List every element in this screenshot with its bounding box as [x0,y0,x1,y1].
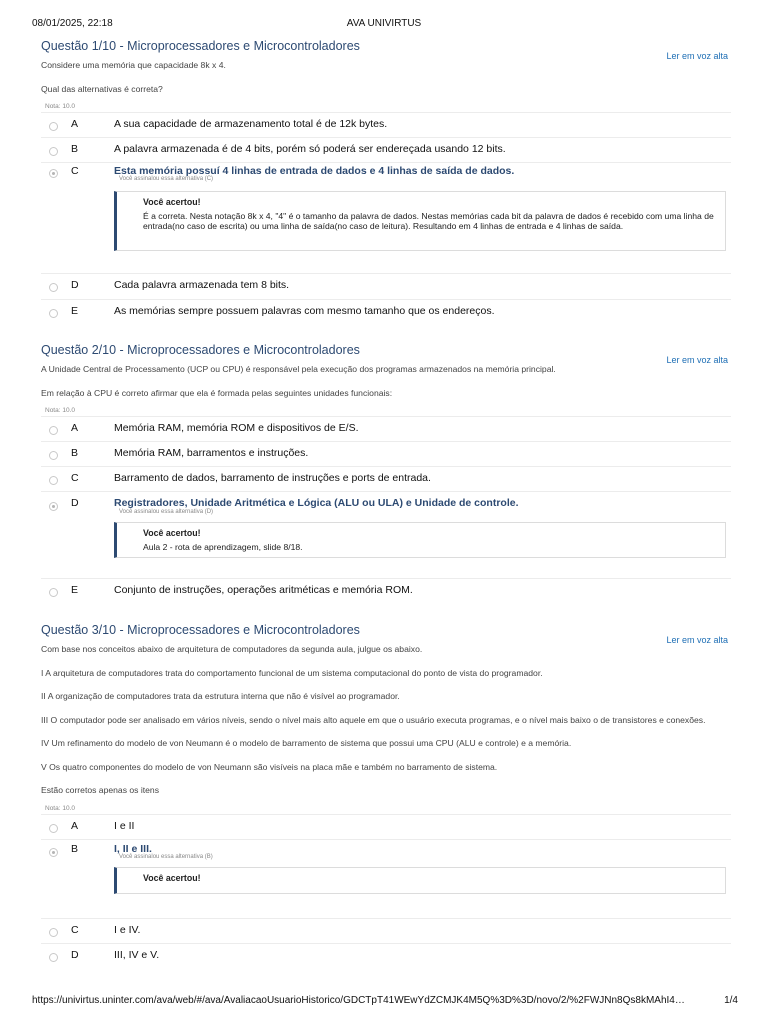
print-title: AVA UNIVIRTUS [346,18,422,29]
alternative-text: Registradores, Unidade Aritmética e Lógica (ALU ou ULA) e Unidade de controle. [114,497,519,509]
alternative-a[interactable] [41,416,731,441]
alternative-letter: A [71,422,79,434]
page-number: 1/4 [724,995,738,1006]
radio-button[interactable] [49,122,58,131]
radio-button[interactable] [49,283,58,292]
question-paragraph: V Os quatro componentes do modelo de von Neumann são visíveis na placa mãe e também no barramento de sistema. [41,761,498,772]
question-paragraph: II A organização de computadores trata da estrutura interna que não é visível ao programador. [41,691,400,701]
question-paragraph: III O computador pode ser analisado em vários níveis, sendo o nível mais alto aquele em que o usuário executa programas, e o nível mais baixo o de transistores e conexões. [41,714,706,725]
alternative-text: Memória RAM, barramentos e instruções. [114,447,309,459]
alternative-text: III, IV e V. [114,948,160,961]
alternative-text: As memórias sempre possuem palavras com mesmo tamanho que os endereços. [114,305,495,317]
question-paragraph: A Unidade Central de Processamento (UCP ou CPU) é responsável pela execução dos programas armazenados na memória principal. [41,364,556,374]
question-2 [41,343,731,603]
selected-note: Você assinalou essa alternativa (C) [119,176,214,182]
radio-button[interactable] [49,451,58,460]
feedback-title: Você acertou! [143,528,201,538]
alternative-letter: C [71,923,79,936]
selected-note: Você assinalou essa alternativa (D) [119,509,214,515]
grade-label: Nota: 10.0 [45,407,75,414]
question-paragraph: Considere uma memória que capacidade 8k x 4. [41,60,226,70]
alternative-b[interactable] [41,441,731,466]
radio-button-selected[interactable] [49,502,58,511]
question-paragraph: Em relação à CPU é correto afirmar que ela é formada pelas seguintes unidades funcionais: [41,387,393,398]
alternative-b[interactable] [41,137,731,162]
question-paragraph: Com base nos conceitos abaixo de arquitetura de computadores da segunda aula, julgue os abaixo. [41,644,423,654]
alternative-letter: D [71,279,79,291]
feedback-text: Aula 2 - rota de aprendizagem, slide 8/18. [143,542,303,552]
alternative-text: Conjunto de instruções, operações aritméticas e memória ROM. [114,584,413,596]
feedback-box [114,522,726,558]
feedback-title: Você acertou! [143,872,201,883]
question-title: Questão 3/10 - Microprocessadores e Microcontroladores [41,623,360,637]
print-header [0,18,768,32]
alternative-text: Cada palavra armazenada tem 8 bits. [114,279,290,291]
alternative-letter: D [71,948,79,961]
alternative-text: I e IV. [114,923,141,936]
question-text [41,364,731,398]
question-3 [41,623,731,966]
alternative-d[interactable] [41,491,731,578]
read-aloud-link[interactable]: Ler em voz alta [666,635,728,645]
radio-button[interactable] [49,824,58,833]
alternative-text: Barramento de dados, barramento de instruções e ports de entrada. [114,472,431,484]
radio-button[interactable] [49,147,58,156]
alternative-letter: B [71,842,79,855]
feedback-box [114,191,726,251]
read-aloud-link[interactable]: Ler em voz alta [666,51,728,61]
page-url: https://univirtus.uninter.com/ava/web/#/ava/AvaliacaoUsuarioHistorico/GDCTpT41WEwYdZCMJK4M5Q%3D%3D/novo/2/%2FWJNn8Qs8kMAhI4… [32,995,685,1006]
alternative-e[interactable] [41,578,731,603]
alternative-letter: D [71,497,79,509]
alternative-text: I e II [114,819,135,832]
selected-note: Você assinalou essa alternativa (B) [119,853,213,860]
question-paragraph: Estão corretos apenas os itens [41,785,159,795]
alternative-a[interactable] [41,112,731,137]
radio-button[interactable] [49,476,58,485]
alternative-a[interactable] [41,814,731,839]
alternative-c[interactable] [41,162,731,273]
alternative-c[interactable] [41,466,731,491]
radio-button[interactable] [49,426,58,435]
question-paragraph: IV Um refinamento do modelo de von Neumann é o modelo de barramento de sistema que possui uma CPU (ALU e controle) e a memória. [41,738,572,748]
radio-button[interactable] [49,588,58,597]
alternative-text: A sua capacidade de armazenamento total é de 12k bytes. [114,118,388,130]
alternative-c[interactable] [41,918,731,943]
alternative-text: Esta memória possuí 4 linhas de entrada de dados e 4 linhas de saída de dados. [114,165,515,177]
question-paragraph: I A arquitetura de computadores trata do comportamento funcional de um sistema computacional do ponto de vista do programador. [41,667,543,678]
question-text [41,644,731,796]
question-1 [41,39,731,324]
read-aloud-link[interactable]: Ler em voz alta [666,355,728,365]
alternative-d[interactable] [41,943,731,966]
question-paragraph: Qual das alternativas é correta? [41,83,163,94]
question-text [41,60,731,94]
alternative-letter: C [71,165,79,177]
alternative-e[interactable] [41,299,731,324]
alternative-letter: C [71,472,79,484]
alternative-letter: A [71,118,79,130]
alternative-text: A palavra armazenada é de 4 bits, porém só poderá ser endereçada usando 12 bits. [114,143,506,155]
alternative-d[interactable] [41,273,731,299]
alternative-text: Memória RAM, memória ROM e dispositivos de E/S. [114,422,359,434]
feedback-box [114,867,726,894]
grade-label: Nota: 10.0 [45,103,75,110]
grade-label: Nota: 10.0 [45,804,75,812]
alternative-b[interactable] [41,839,731,918]
radio-button-selected[interactable] [49,848,58,857]
radio-button[interactable] [49,953,58,962]
alternative-letter: B [71,143,79,155]
print-date: 08/01/2025, 22:18 [32,18,113,29]
alternative-letter: E [71,305,79,317]
alternative-text: I, II e III. [114,842,152,855]
radio-button-selected[interactable] [49,169,58,178]
feedback-title: Você acertou! [143,197,201,207]
feedback-text: É a correta. Nesta notação 8k x 4, "4" é o tamanho da palavra de dados. Nestas memórias cada bit da palavra de dados é recebido com uma linha de entrada(no caso de escrita) ou uma linha de saída(no caso de leitura). Resultando em 4 linhas de entrada e 4 linhas de saída. [143,211,714,231]
alternative-letter: E [71,584,79,596]
radio-button[interactable] [49,928,58,937]
question-title: Questão 1/10 - Microprocessadores e Microcontroladores [41,39,360,53]
radio-button[interactable] [49,309,58,318]
question-title: Questão 2/10 - Microprocessadores e Microcontroladores [41,343,360,357]
alternative-letter: A [71,819,79,832]
alternative-letter: B [71,447,79,459]
